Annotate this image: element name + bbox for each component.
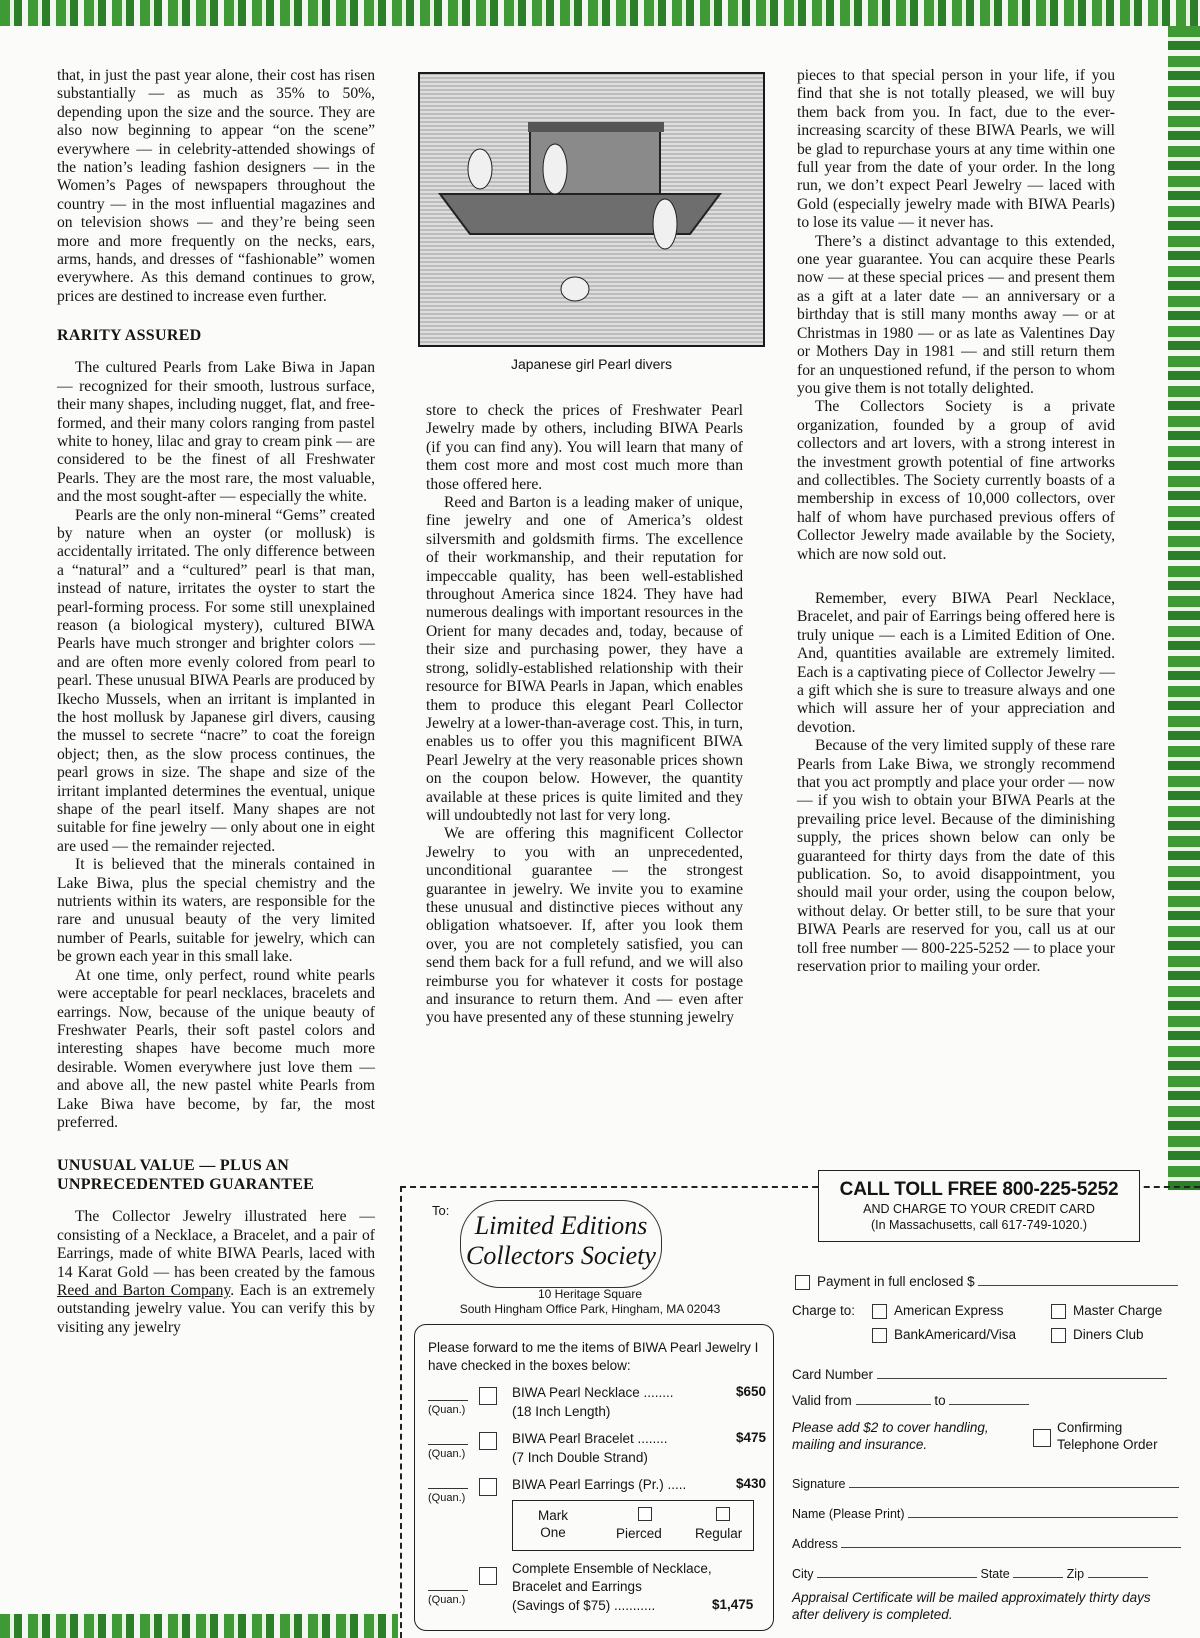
holly-border-right <box>1168 26 1200 1191</box>
master-charge-option[interactable] <box>1051 1303 1162 1319</box>
paragraph: It is believed that the minerals contained in Lake Biwa, plus the special chemistry and the nutrients within its waters, are responsible for the rare and unusual beauty of the very limited number of Pearls, suitable for jewelry, which can be grown each year in this small lake. <box>57 856 375 966</box>
paragraph: Because of the very limited supply of these rare Pearls from Lake Biwa, we strongly recommend that you act promptly and place your order — now — if you wish to obtain your BIWA Pearls at the prevailing price level. Because of the diminishing supply, the prices shown below can only be guaranteed for thirty days from the date of this publication. So, to avoid disappointment, you should mail your order, using the coupon below, without delay. Or better still, to be sure that your BIWA Pearls are reserved for you, call us at our toll free number — 800-225-5252 — to place your reservation prior to mailing your order. <box>797 737 1115 976</box>
society-logo <box>460 1200 662 1288</box>
payment-full-label: Payment in full enclosed $ <box>817 1274 975 1289</box>
paragraph: store to check the prices of Freshwater Pearl Jewelry made by others, including BIWA Pearls (if you can find any). You will learn that many of them cost more and most cost much more than those offered here. <box>426 402 743 493</box>
confirming-label: Confirming Telephone Order <box>1057 1420 1158 1452</box>
charge-note: AND CHARGE TO YOUR CREDIT CARD <box>863 1202 1095 1216</box>
paragraph <box>57 1208 375 1337</box>
regular-label: Regular <box>695 1526 743 1541</box>
appraisal-note: Appraisal Certificate will be mailed approximately thirty days after delivery is completed. <box>792 1590 1151 1622</box>
diners-checkbox[interactable] <box>1051 1328 1066 1343</box>
signature-row <box>792 1475 1179 1491</box>
necklace-price: $650 <box>736 1384 767 1399</box>
earring-type-box <box>512 1500 754 1551</box>
heading-rarity-assured: RARITY ASSURED <box>57 327 202 345</box>
amex-label: American Express <box>894 1303 1004 1318</box>
amex-option[interactable] <box>872 1303 1004 1319</box>
name-row <box>792 1505 1178 1521</box>
visa-label: BankAmericard/Visa <box>894 1327 1017 1342</box>
name-field[interactable] <box>908 1505 1178 1518</box>
ensemble-line-2: Bracelet and Earrings <box>512 1579 642 1594</box>
boat-illustration <box>420 74 763 345</box>
city-row <box>792 1565 1148 1581</box>
zip-field[interactable] <box>1088 1565 1148 1578</box>
paragraph: Remember, every BIWA Pearl Necklace, Bracelet, and pair of Earrings being offered here is truly unique — each is a Limited Edition of One. And, quantities available are extremely limited. Each is a captivating piece of Collector Jewelry — a gift which she is sure to treasure always and one which will assure her of your appreciation and devotion. <box>797 589 1115 736</box>
valid-row <box>792 1392 1029 1408</box>
amex-checkbox[interactable] <box>872 1304 887 1319</box>
diners-label: Diners Club <box>1073 1327 1144 1342</box>
bracelet-price: $475 <box>736 1430 767 1445</box>
address-label: Address <box>792 1537 838 1551</box>
name-label: Name (Please Print) <box>792 1507 905 1521</box>
holly-border-top <box>0 0 1200 26</box>
charge-to-label: Charge to: <box>792 1303 856 1318</box>
text-span: . Each is an extremely outstanding jewelry value. You can verify this by visiting any jewelry <box>57 1281 375 1336</box>
massachusetts-note: (In Massachusetts, call 617-749-1020.) <box>870 1218 1088 1232</box>
state-label: State <box>980 1567 1010 1581</box>
earrings-checkbox[interactable] <box>479 1478 497 1496</box>
ensemble-line-3: (Savings of $75) ........... <box>512 1598 656 1613</box>
payment-amount-field[interactable] <box>978 1273 1178 1286</box>
city-label: City <box>792 1567 814 1581</box>
valid-from-label: Valid from <box>792 1393 852 1408</box>
zip-label: Zip <box>1066 1567 1085 1581</box>
ensemble-line-1: Complete Ensemble of Necklace, <box>512 1561 712 1576</box>
valid-to-field[interactable] <box>949 1392 1029 1405</box>
master-charge-label: Master Charge <box>1073 1303 1163 1318</box>
address-line-1: 10 Heritage Square <box>537 1287 643 1301</box>
order-intro: Please forward to me the items of BIWA Pearl Jewelry I have checked in the boxes below: <box>428 1340 759 1373</box>
earrings-name: BIWA Pearl Earrings (Pr.) ..... <box>512 1477 687 1492</box>
article-column-2 <box>426 402 743 1028</box>
master-charge-checkbox[interactable] <box>1051 1304 1066 1319</box>
paragraph: At one time, only perfect, round white pearls were acceptable for pearl necklaces, bracelets and earrings. Now, because of the unique beauty of Freshwater Pearls, their soft pastel colors and interesting shapes have become much more desirable. Women everywhere just love them — and above all, the new pastel white Pearls from Lake Biwa have become, by far, the most preferred. <box>57 966 375 1131</box>
state-field[interactable] <box>1013 1565 1063 1578</box>
paragraph: pieces to that special person in your life, if you find that she is not totally pleased, we will buy them back from you. In fact, due to the ever-increasing scarcity of these BIWA Pearls, we will be glad to repurchase yours at any time within one full year from the date of your order. In the long run, we don’t expect Pearl Jewelry — laced with Gold (especially jewelry made with BIWA Pearls) to lose its value — it never has. <box>797 67 1115 232</box>
bracelet-checkbox[interactable] <box>479 1432 497 1450</box>
address-line-2: South Hingham Office Park, Hingham, MA 02043 <box>459 1302 721 1316</box>
signature-field[interactable] <box>849 1475 1179 1488</box>
paragraph: We are offering this magnificent Collector Jewelry to you with an unprecedented, unconditional guarantee — the strongest guarantee in jewelry. We invite you to examine these unusual and distinctive pieces without any obligation whatsoever. If, after you look them over, you are not completely satisfied, you can send them back for a full refund, and we will also reimburse you for whatever it costs for postage and insurance to return them. And — even after you have presented any of these stunning jewelry <box>426 825 743 1027</box>
toll-free-number: CALL TOLL FREE 800-225-5252 <box>839 1179 1119 1200</box>
quantity-field[interactable]: (Quan.) <box>428 1444 468 1460</box>
heading-unusual-value: UNUSUAL VALUE — PLUS AN UNPRECEDENTED GUARANTEE <box>57 1157 315 1194</box>
reed-barton-link: Reed and Barton Company <box>57 1281 231 1299</box>
city-field[interactable] <box>817 1565 977 1578</box>
payment-full-checkbox[interactable] <box>795 1275 810 1290</box>
visa-checkbox[interactable] <box>872 1328 887 1343</box>
article-column-3 <box>797 67 1115 977</box>
card-number-row <box>792 1366 1167 1382</box>
paragraph: The Collectors Society is a private organization, founded by a group of avid collectors and art lovers, with a strong interest in the investment growth potential of fine artworks and collectibles. The Society currently boasts of a membership in excess of 10,000 collectors, over half of whom have purchased previous offers of Collector Jewelry made available by the Society, which are now sold out. <box>797 398 1115 563</box>
holly-border-bottom <box>0 1614 398 1638</box>
quantity-field[interactable]: (Quan.) <box>428 1400 468 1416</box>
payment-full-row <box>795 1273 1178 1290</box>
ensemble-checkbox[interactable] <box>479 1567 497 1585</box>
handling-note: Please add $2 to cover handling, mailing and insurance. <box>792 1420 989 1452</box>
earrings-price: $430 <box>736 1476 767 1491</box>
paragraph: There’s a distinct advantage to this extended, one year guarantee. You can acquire these Pearls now — at these special prices — and present them as a gift at a later date — an anniversary or a birthday that is still many months away — or at Christmas in 1980 — or as late as Valentines Day or Mothers Day in 1981 — and still return them for an unquestioned refund, if the person to whom you give them is not totally delighted. <box>797 232 1115 397</box>
pierced-checkbox[interactable] <box>638 1507 652 1521</box>
logo-line-1: Limited Editions <box>474 1211 648 1240</box>
valid-to-label: to <box>934 1393 946 1408</box>
paragraph: Pearls are the only non-mineral “Gems” created by nature when an oyster (or mollusk) is accidentally irritated. The only difference between a “natural” and a “cultured” pearl is that man, instead of nature, irritates the oyster to start the pearl-forming process. For some still unexplained reason (a biological mystery), cultured BIWA Pearls have much stronger and brighter colors — and are often more evenly colored from pearl to pearl. These unusual BIWA Pearls are produced by Ikecho Mussels, when an irritant is implanted in the host mollusk by Japanese girl divers, causing the mussel to secrete “nacre” to coat the foreign object; then, as the slow process continues, the pearl grows in size. The shape and size of the irritant implanted determines the eventual, unique shape of the pearl itself. Many shapes are not suitable for fine jewelry — only about one in eight are used — the remainder rejected. <box>57 506 375 855</box>
visa-option[interactable] <box>872 1327 1016 1343</box>
necklace-name: BIWA Pearl Necklace ........ <box>512 1385 674 1400</box>
signature-label: Signature <box>792 1477 846 1491</box>
card-number-label: Card Number <box>792 1367 874 1382</box>
address-row <box>792 1535 1181 1551</box>
quantity-field[interactable]: (Quan.) <box>428 1488 468 1504</box>
pierced-label: Pierced <box>616 1526 662 1541</box>
bracelet-name: BIWA Pearl Bracelet ........ <box>512 1431 668 1446</box>
article-column-1 <box>57 67 375 1337</box>
mark-one-label: Mark One <box>538 1508 568 1540</box>
valid-from-field[interactable] <box>856 1392 931 1405</box>
necklace-detail: (18 Inch Length) <box>512 1404 611 1419</box>
address-field[interactable] <box>841 1535 1181 1548</box>
photo-caption: Japanese girl Pearl divers <box>510 356 673 372</box>
to-label: To: <box>432 1203 450 1218</box>
card-number-field[interactable] <box>877 1366 1167 1379</box>
logo-line-2: Collectors Society <box>466 1241 656 1270</box>
diners-option[interactable] <box>1051 1327 1144 1343</box>
regular-checkbox[interactable] <box>716 1507 730 1521</box>
toll-free-box <box>818 1170 1140 1242</box>
confirming-checkbox[interactable] <box>1033 1429 1051 1447</box>
paragraph: that, in just the past year alone, their cost has risen substantially — as much as 35% to 50%, depending upon the size and the source. They are also now beginning to appear “on the scene” everywhere — in celebrity-attended showings of the nation’s leading fashion designers — in the Women’s Pages of newspapers throughout the country — in the most influential magazines and on television shows — and they’re being seen more and more frequently on the necks, ears, arms, hands, and dresses of “fashionable” women everywhere. As this demand continues to grow, prices are destined to increase even further. <box>57 67 375 305</box>
ensemble-price: $1,475 <box>712 1597 754 1612</box>
paragraph: Reed and Barton is a leading maker of unique, fine jewelry and one of America’s oldest silversmith and goldsmith firms. The excellence of their workmanship, and their reputation for impeccable quality, has been well-established throughout America since 1824. They have had numerous dealings with important resources in the Orient for many decades and, today, because of their size and purchasing power, they have a strong, solidly-established relationship with their resource for BIWA Pearls in Japan, which enables them to produce this elegant Pearl Collector Jewelry at a lower-than-average cost. This, in turn, enables us to offer you this magnificent BIWA Pearl Jewelry at the very reasonable prices shown on the coupon below. However, the quantity available at these prices is quite limited and they will undoubtedly not last for very long. <box>426 494 743 824</box>
quantity-field[interactable]: (Quan.) <box>428 1590 468 1606</box>
necklace-checkbox[interactable] <box>479 1387 497 1405</box>
pearl-divers-illustration <box>418 72 765 347</box>
paragraph: The cultured Pearls from Lake Biwa in Japan — recognized for their smooth, lustrous surface, their many shapes, including nugget, flat, and free-formed, and their many colors ranging from pastel white to honey, lilac and gray to cream pink — are considered to be the finest of all Freshwater Pearls. They are the most rare, the most valuable, and the most sought-after — especially the white. <box>57 359 375 506</box>
bracelet-detail: (7 Inch Double Strand) <box>512 1450 648 1465</box>
text-span: The Collector Jewelry illustrated here — consisting of a Necklace, a Bracelet, and a pair of Earrings, made of white BIWA Pearls, laced with 14 Karat Gold — has been created by the famous <box>57 1208 375 1281</box>
